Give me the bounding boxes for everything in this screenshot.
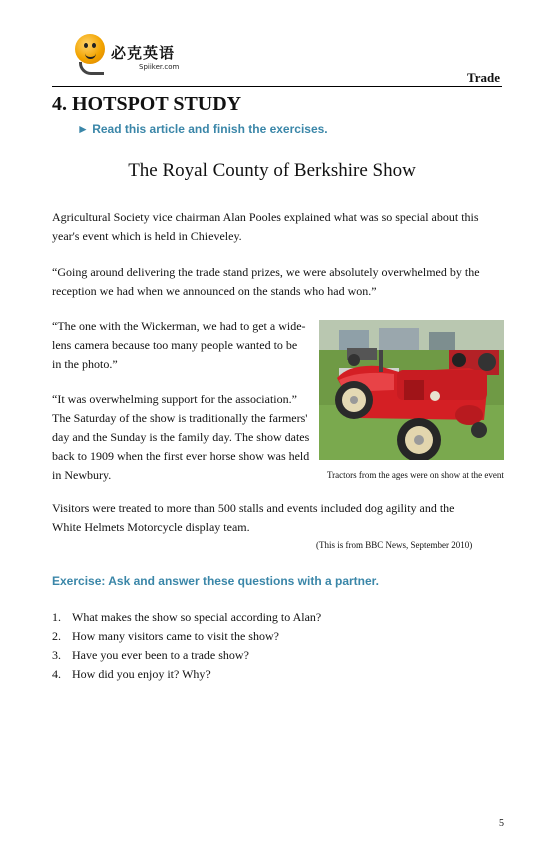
question-number: 4.	[52, 667, 61, 681]
list-item	[52, 608, 321, 627]
question-text: Have you ever been to a trade show?	[72, 648, 249, 662]
smiley-face-icon	[75, 34, 105, 64]
question-list	[52, 608, 321, 684]
reading-instruction: ► Read this article and finish the exercises.	[77, 122, 328, 136]
brand-logo	[75, 34, 195, 78]
logo-chinese-text: 必克英语	[111, 44, 176, 62]
tractor-photo	[319, 320, 504, 460]
logo-english-text: Spiiker.com	[139, 63, 180, 71]
question-text: How did you enjoy it? Why?	[72, 667, 211, 681]
question-number: 2.	[52, 629, 61, 643]
list-item	[52, 646, 321, 665]
article-paragraph-5: Visitors were treated to more than 500 stalls and events included dog agility and the White Helmets Motorcycle display team.	[52, 501, 455, 534]
article-paragraph-4: “It was overwhelming support for the association.” The Saturday of the show is traditionally the farmers' day and the Sunday is the family day. The show dates back to 1909 when the first ever horse show was held in Newbury.	[52, 392, 310, 482]
article-paragraph-2: “Going around delivering the trade stand prizes, we were absolutely overwhelmed by the reception we had when we announced on the stands who had won.”	[52, 265, 480, 298]
question-text: How many visitors came to visit the show?	[72, 629, 279, 643]
article-paragraph-3: “The one with the Wickerman, we had to get a wide-lens camera because too many people wanted to be in the photo.”	[52, 319, 306, 371]
logo-tail-shape	[79, 62, 104, 75]
article-source: (This is from BBC News, September 2010)	[316, 540, 473, 550]
list-item	[52, 665, 321, 684]
question-text: What makes the show so special according to Alan?	[72, 610, 322, 624]
section-tag: Trade	[467, 70, 500, 85]
section-title: 4. HOTSPOT STUDY	[52, 93, 242, 115]
page-number: 5	[499, 818, 504, 829]
exercise-title: Exercise: Ask and answer these questions with a partner.	[52, 574, 380, 588]
photo-caption: Tractors from the ages were on show at the event	[327, 470, 504, 480]
article-paragraph-1: Agricultural Society vice chairman Alan Pooles explained what was so special about this year's event which is held in Chieveley.	[52, 210, 479, 243]
question-number: 3.	[52, 648, 61, 662]
question-number: 1.	[52, 610, 61, 624]
header-divider	[52, 86, 502, 87]
article-title: The Royal County of Berkshire Show	[128, 160, 416, 181]
list-item	[52, 627, 321, 646]
